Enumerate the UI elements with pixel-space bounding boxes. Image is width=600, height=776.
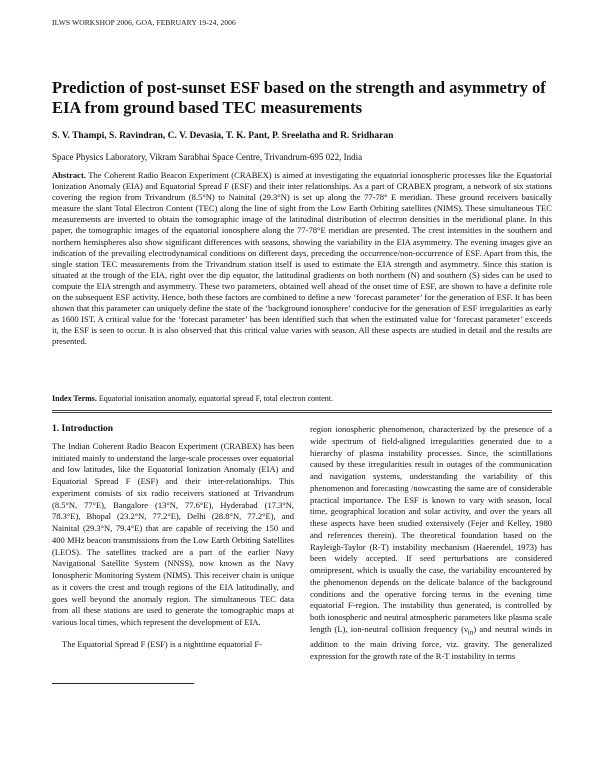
right-column-text-part-2: ) and neutral winds in addition to the main driving force, viz. gravity. The generalized expression for the growth rate of the R-T instability in terms [310, 623, 553, 661]
intro-paragraph-2: The Equatorial Spread F (ESF) is a nighttime equatorial F- [62, 638, 262, 649]
index-terms-label: Index Terms. [52, 394, 97, 403]
right-column [310, 424, 552, 663]
left-column [52, 424, 294, 651]
index-terms-text: Equatorial ionisation anomaly, equatorial spread F, total electron content. [98, 394, 334, 403]
section-divider-top [52, 410, 552, 411]
paper-title: Prediction of post-sunset ESF based on the strength and asymmetry of EIA from ground based TEC measurements [52, 78, 546, 117]
authors: S. V. Thampi, S. Ravindran, C. V. Devasia, T. K. Pant, P. Sreelatha and R. Sridharan [52, 131, 394, 141]
intro-paragraph-1: The Indian Coherent Radio Beacon Experiment (CRABEX) has been initiated mainly to understand the large-scale processes over equatorial and low latitudes, like the Equatorial Ionization Anomaly (EIA) and Equatorial Spread F (ESF) and their inter-relationships. This experiment consists of six radio receivers stationed at Trivandrum (8.5°N, 77°E), Bangalore (13°N, 77.6°E), Hyderabad (17.3°N, 78.3°E), Bhopal (23.2°N, 77.2°E), Delhi (28.8°N, 77.2°E), and Nainital (29.3°N, 79.4°E) that are capable of receiving the 150 and 400 MHz beacon transmissions from the Low Earth Orbiting Satellites (LEOS). The satellites tracked are a part of the earlier Navy Navigational Satellite System (NNSS), now known as the Navy Ionospheric Monitoring System (NIMS). This receiver chain is unique as it covers the crest and trough regions of the EIA latitudinally, and goes well beyond the anomaly region. The simultaneous TEC data from all these stations are used to generate the tomographic maps at various local times, which represent the development of EIA. [52, 440, 294, 627]
index-terms [52, 394, 333, 403]
section-heading-introduction: 1. Introduction [52, 424, 114, 434]
affiliation: Space Physics Laboratory, Vikram Sarabhai Space Centre, Trivandrum-695 022, India [52, 152, 363, 162]
right-column-text-part-1: region ionospheric phenomenon, characterized by the presence of a wide spectrum of field-aligned irregularities generated due to a hierarchy of plasma instability processes. Since, the scintillations caused by these irregularities result in outages of the communication and navigation systems, understanding the variability of this phenomenon and forecasting /nowcasting the same are of considerable practical importance. The ESF is known to vary with season, local time, geographical location and solar activity, and over the years all these aspects have been studied extensively (Fejer and Kelley, 1980 and references therein). The theoretical foundation based on the Rayleigh-Taylor (R-T) instability mechanism (Haerendel, 1973) has been widely accepted. If seed perturbations are considered omnipresent, which is usually the case, the variability encountered by the phenomenon depends on the delicate balance of the background conditions and the operative forcing terms in the evening time equatorial F-region. The instability thus generated, is controlled by both ionospheric and neutral atmospheric parameters like plasma scale length (L), ion-neutral collision frequency (ν [310, 424, 552, 634]
section-divider-bottom [52, 412, 552, 413]
footnote-rule [52, 683, 194, 684]
abstract-label: Abstract. [52, 170, 86, 180]
running-header: ILWS WORKSHOP 2006, GOA, FEBRUARY 19-24, 2006 [52, 18, 236, 27]
right-column-paragraph [310, 424, 552, 663]
abstract [52, 170, 552, 348]
abstract-text: The Coherent Radio Beacon Experiment (CRABEX) is aimed at investigating the equatorial ionospheric processes like the Equatorial Ionization Anomaly (EIA) and Equatorial Spread F (ESF) and their inter relationships. As a part of CRABEX program, a network of six stations covering the region from Trivandrum (8.5°N) to Nainital (29.3°N) is set up along the 77-78° E meridian. These ground receivers basically measure the slant Total Electron Content (TEC) along the line of sight from the Low Earth Orbiting satellites (NIMS). These simultaneous TEC measurements are inverted to obtain the tomographic image of the latitudinal distribution of electron densities in the meridional plane. In this paper, the tomographic images of the equatorial ionosphere along the 77-78°E meridian are presented. The crest intensities in the southern and northern hemispheres also show significant differences with seasons, showing the variability in the EIA asymmetry. The evening images give an indication of the prevailing electrodynamical conditions on different days, preceding the occurrence/non-occurrence of ESF. Apart from this, the single station TEC measurements from the Trivandrum station itself is used to estimate the EIA strength and asymmetry. Since this station is situated at the trough of the EIA, right over the dip equator, the latitudinal gradients on both northern (N) and southern (S) sides can be used to compute the EIA strength and asymmetry. These two parameters, obtained well ahead of the onset time of ESF, are shown to have a definite role on the subsequent ESF activity. Hence, both these factors are combined to define a new ‘forecast parameter’ for the generation of ESF. It has been shown that this parameter can uniquely define the state of the ‘background ionosphere’ conducive for the generation of ESF irregularities as early as 1600 IST. A critical value for the ‘forecast parameter’ has been identified such that when the estimated value for ‘forecast parameter’ exceeds it, the ESF is seen to occur. It is also observed that this critical value varies with season. All these aspects are studied in detail and the results are presented. [52, 170, 552, 347]
collision-subscript: in [467, 628, 474, 637]
